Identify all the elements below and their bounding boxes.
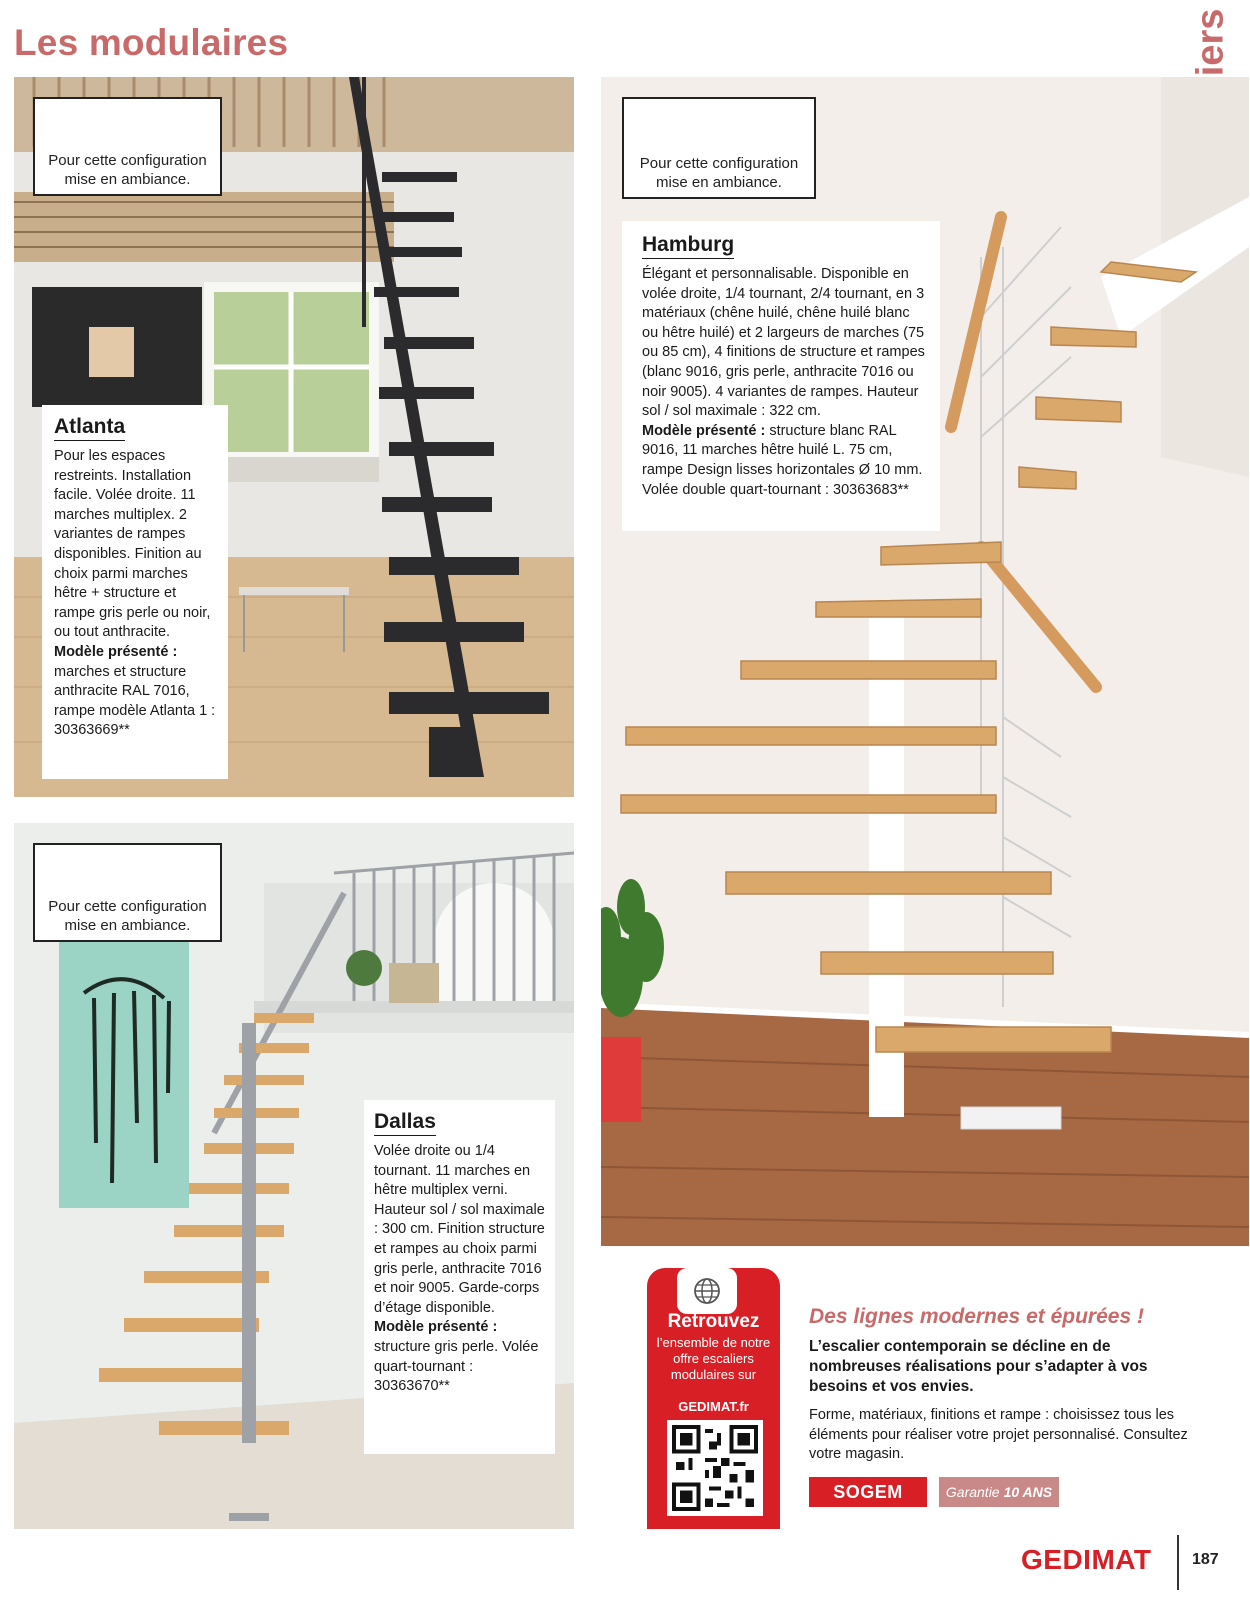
atlanta-name: Atlanta [54,415,125,441]
hamburg-name: Hamburg [642,233,734,259]
feature-tagline: Des lignes modernes et épurées ! [809,1305,1144,1328]
config-note-line2: mise en ambiance. [656,174,782,191]
dallas-model-label: Modèle présenté : [374,1319,498,1336]
config-note-line2: mise en ambiance. [64,171,191,188]
hamburg-model-label: Modèle présenté : [642,422,766,439]
promo-site-link[interactable]: GEDIMAT.fr [678,1399,749,1414]
hamburg-model-text: structure blanc RAL 9016, 11 marches hêtre huilé L. 75 cm, rampe Design lisses horizontales Ø 10 mm. Volée double quart-tournant : 30363683** [642,422,923,498]
online-offer-panel[interactable] [647,1268,780,1529]
feature-body: Forme, matériaux, finitions et rampe : choisissez tous les éléments pour réaliser votre projet personnalisé. Consultez votre magasin. [809,1407,1188,1462]
warranty-label: Garantie [945,1484,1000,1500]
dallas-name: Dallas [374,1110,436,1136]
config-note-line2: mise en ambiance. [64,917,191,934]
dallas-info-card [364,1100,555,1454]
page-number: 187 [1192,1551,1219,1568]
dallas-model-text: structure gris perle. Volée quart-tournant : 30363670** [374,1338,539,1395]
config-note-line1: Pour cette configuration [639,155,799,172]
promo-title: Retrouvez [667,1311,760,1332]
footer-divider [1177,1535,1179,1590]
hamburg-info-card [622,221,940,531]
atlanta-model-text: marches et structure anthracite RAL 7016, rampe modèle Atlanta 1 : 30363669** [54,663,216,739]
dallas-description: Volée droite ou 1/4 tournant. 11 marches en hêtre multiplex verni. Hauteur sol / sol maximale : 300 cm. Finition structure et rampes au choix parmi gris perle, anthracite 7016 et noir 9005. Garde-corps d’étage disponible. [374,1143,545,1316]
config-note-dallas [33,843,222,942]
hamburg-description: Élégant et personnalisable. Disponible en volée droite, 1/4 tournant, 2/4 tournant, en 3 matériaux (chêne huilé, chêne huilé blanc ou hêtre huilé) et 2 largeurs de marches (75 ou 85 cm), 4 finitions de structure et rampes (blanc 9016, gris perle, anthracite 7016 ou noir 9005). 4 variantes de rampes. Hauteur sol / sol maximale : 322 cm. [642,266,925,420]
atlanta-info-card [42,405,228,779]
page-title: Les modulaires [14,22,289,63]
config-note-line1: Pour cette configuration [48,898,207,915]
globe-icon [677,1268,737,1314]
config-note-hamburg [622,97,816,199]
atlanta-description: Pour les espaces restreints. Installation facile. Volée droite. 11 marches multiplex. 2 variantes de rampes disponibles. Finition au choix parmi marches hêtre + structure et rampe gris perle ou noir, ou tout anthracite. [54,448,211,641]
config-note-atlanta [33,97,222,196]
atlanta-model-label: Modèle présenté : [54,643,178,660]
feature-lead: L’escalier contemporain se décline en de nombreuses réalisations pour s’adapter à vos besoins et vos envies. [809,1338,1148,1395]
sogem-logo: SOGEM [809,1477,927,1507]
qr-code[interactable] [667,1420,763,1516]
promo-text: l’ensemble de notre offre escaliers modulaires sur [656,1335,771,1382]
config-note-line1: Pour cette configuration [48,152,207,169]
warranty-value: 10 ANS [1003,1484,1053,1500]
warranty-badge [939,1477,1059,1507]
gedimat-logo: GEDIMAT [1021,1544,1152,1575]
